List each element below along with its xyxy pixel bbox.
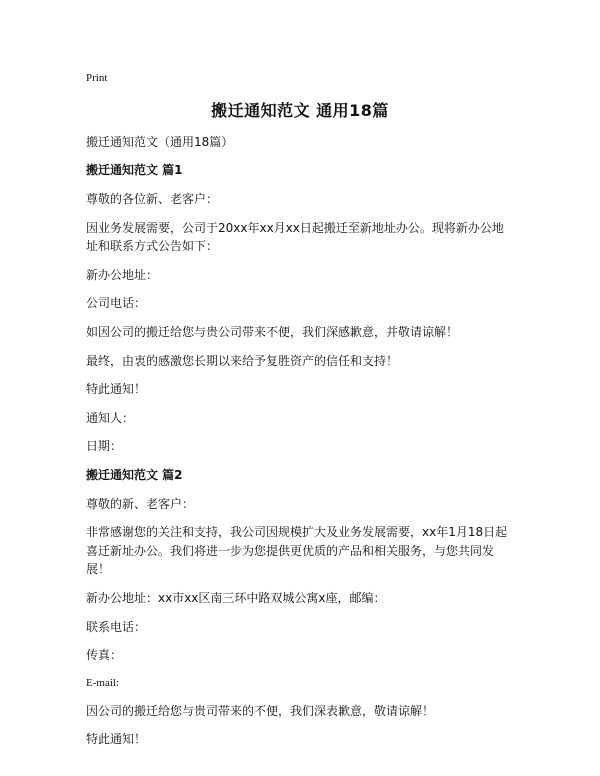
section-2-heading: 搬迁通知范文 篇2	[86, 467, 183, 482]
print-label: Print	[86, 72, 108, 84]
section-2-address: 新办公地址：xx市xx区南三环中路双城公寓x座，邮编：	[86, 590, 386, 605]
section-2-notice: 特此通知！	[86, 732, 147, 747]
section-1-notice: 特此通知！	[86, 382, 147, 397]
section-2-greeting: 尊敬的新、老客户：	[86, 496, 195, 511]
section-2-phone: 联系电话：	[86, 619, 147, 634]
section-2-email: E-mail:	[86, 676, 119, 689]
section-1-greeting: 尊敬的各位新、老客户：	[86, 192, 219, 207]
section-2-apology: 因公司的搬迁给您与贵司带来的不便，我们深表歉意，敬请谅解！	[86, 703, 435, 718]
section-1-address: 新办公地址：	[86, 267, 159, 282]
document-title: 搬迁通知范文 通用18篇	[211, 101, 389, 121]
section-1-heading: 搬迁通知范文 篇1	[86, 163, 183, 178]
section-2-fax: 传真：	[86, 648, 123, 663]
section-1-apology: 如因公司的搬迁给您与贵公司带来不便，我们深感歉意，并敬请谅解！	[86, 325, 459, 339]
intro-line: 搬迁通知范文（通用18篇）	[86, 134, 234, 149]
section-1-notifier: 通知人：	[86, 410, 135, 425]
section-1-paragraph: 因业务发展需要，公司于20xx年xx月xx日起搬迁至新地址办公。现将新办公地址和联系方式公告如下：	[86, 220, 504, 254]
section-2-paragraph: 非常感谢您的关注和支持，我公司因规模扩大及业务发展需要，xx年1月18日起喜迁新址办公。我们将进一步为您提供更优质的产品和相关服务，与您共同发展！	[86, 525, 508, 577]
section-1-date: 日期：	[86, 439, 123, 454]
section-1-phone: 公司电话：	[86, 296, 147, 311]
section-1-thanks: 最终，由衷的感激您长期以来给予复胜资产的信任和支持！	[86, 353, 399, 368]
